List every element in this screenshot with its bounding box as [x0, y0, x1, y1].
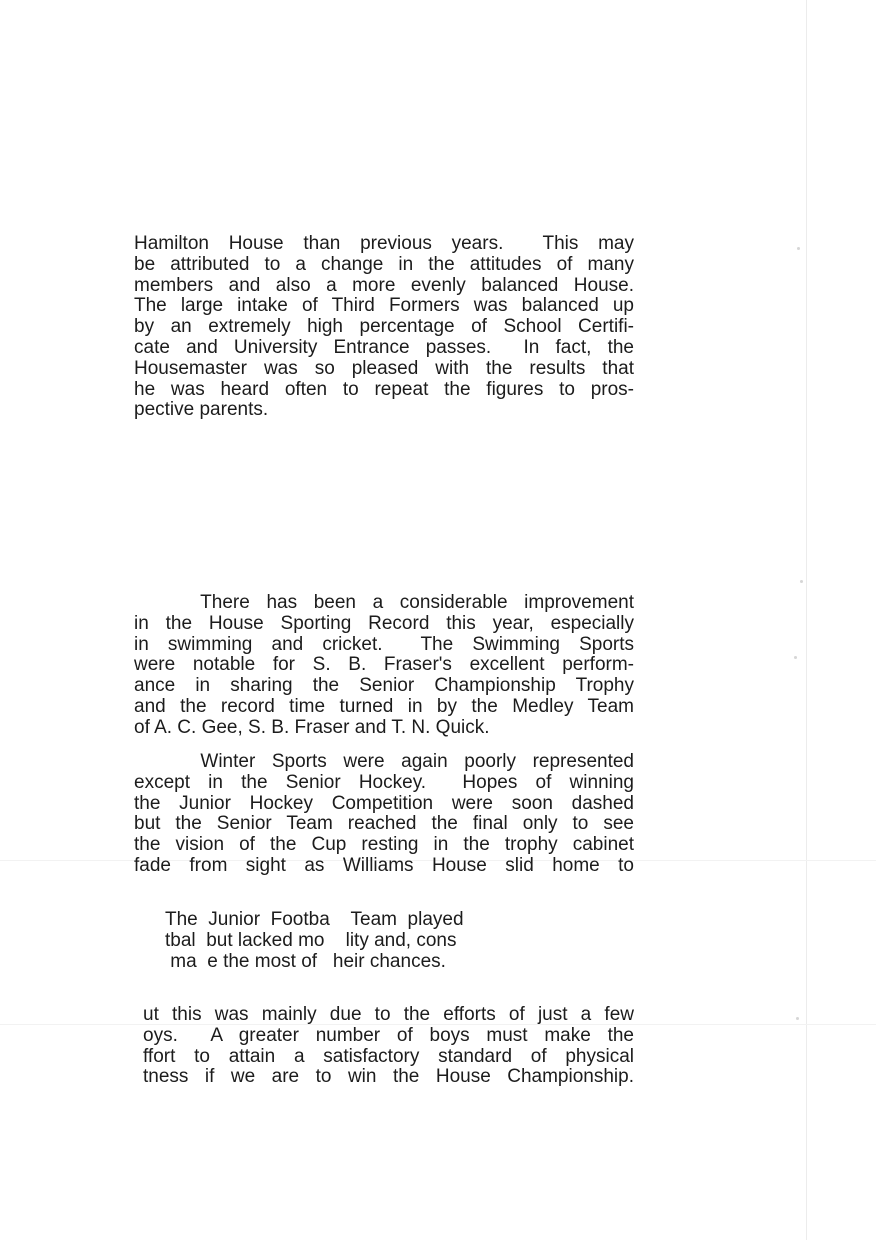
paragraph-winter-sports: [134, 752, 634, 877]
paragraph-closing: [143, 1005, 634, 1088]
text-line: in swimming and cricket. The Swimming Sports: [134, 633, 634, 655]
text-line: ance in sharing the Senior Championship Trophy: [134, 675, 634, 697]
paragraph-housemaster: [134, 234, 634, 421]
text-line: There has been a considerable improvement: [134, 592, 634, 613]
text-line: except in the Senior Hockey. Hopes of winning: [134, 771, 634, 793]
text-line: The large intake of Third Formers was balanced up: [134, 295, 634, 317]
text-line: ffort to attain a satisfactory standard of physical: [143, 1045, 634, 1067]
text-line: tbal but lacked mo lity and, cons: [165, 929, 457, 951]
text-line: in the House Sporting Record this year, especially: [134, 612, 634, 634]
text-line: be attributed to a change in the attitudes of many: [134, 253, 634, 275]
paragraph-sporting-record: [134, 593, 634, 739]
text-line: cate and University Entrance passes. In fact, the: [134, 336, 634, 358]
paper-speck: [794, 656, 797, 659]
text-line: by an extremely high percentage of School Certifi-: [134, 316, 634, 338]
text-line: Winter Sports were again poorly represented: [134, 751, 634, 772]
page-edge-shadow: [806, 0, 807, 1240]
text-line: but the Senior Team reached the final only to see: [134, 813, 634, 835]
text-line: members and also a more evenly balanced House.: [134, 274, 634, 296]
text-line: the vision of the Cup resting in the trophy cabinet: [134, 834, 634, 856]
paper-speck: [796, 1017, 799, 1020]
text-line: Hamilton House than previous years. This may: [134, 233, 634, 254]
text-line: The Junior Footba Team played: [165, 909, 464, 930]
text-line: Housemaster was so pleased with the results that: [134, 357, 634, 379]
paragraph-junior-football-fragment: [165, 910, 545, 972]
text-line: were notable for S. B. Fraser's excellent perform-: [134, 654, 634, 676]
text-line: ma e the most of heir chances.: [165, 950, 446, 972]
text-line: oys. A greater number of boys must make the: [143, 1024, 634, 1046]
text-line: the Junior Hockey Competition were soon dashed: [134, 792, 634, 814]
paper-speck: [800, 580, 803, 583]
text-line: fade from sight as Williams House slid home to: [134, 854, 634, 876]
text-line: ut this was mainly due to the efforts of just a few: [143, 1004, 634, 1025]
text-line: and the record time turned in by the Medley Team: [134, 695, 634, 717]
text-line: pective parents.: [134, 399, 269, 421]
text-line: tness if we are to win the House Championship.: [143, 1066, 634, 1088]
paper-speck: [797, 247, 800, 250]
text-line: he was heard often to repeat the figures to pros-: [134, 378, 634, 400]
text-line: of A. C. Gee, S. B. Fraser and T. N. Quick.: [134, 716, 490, 738]
